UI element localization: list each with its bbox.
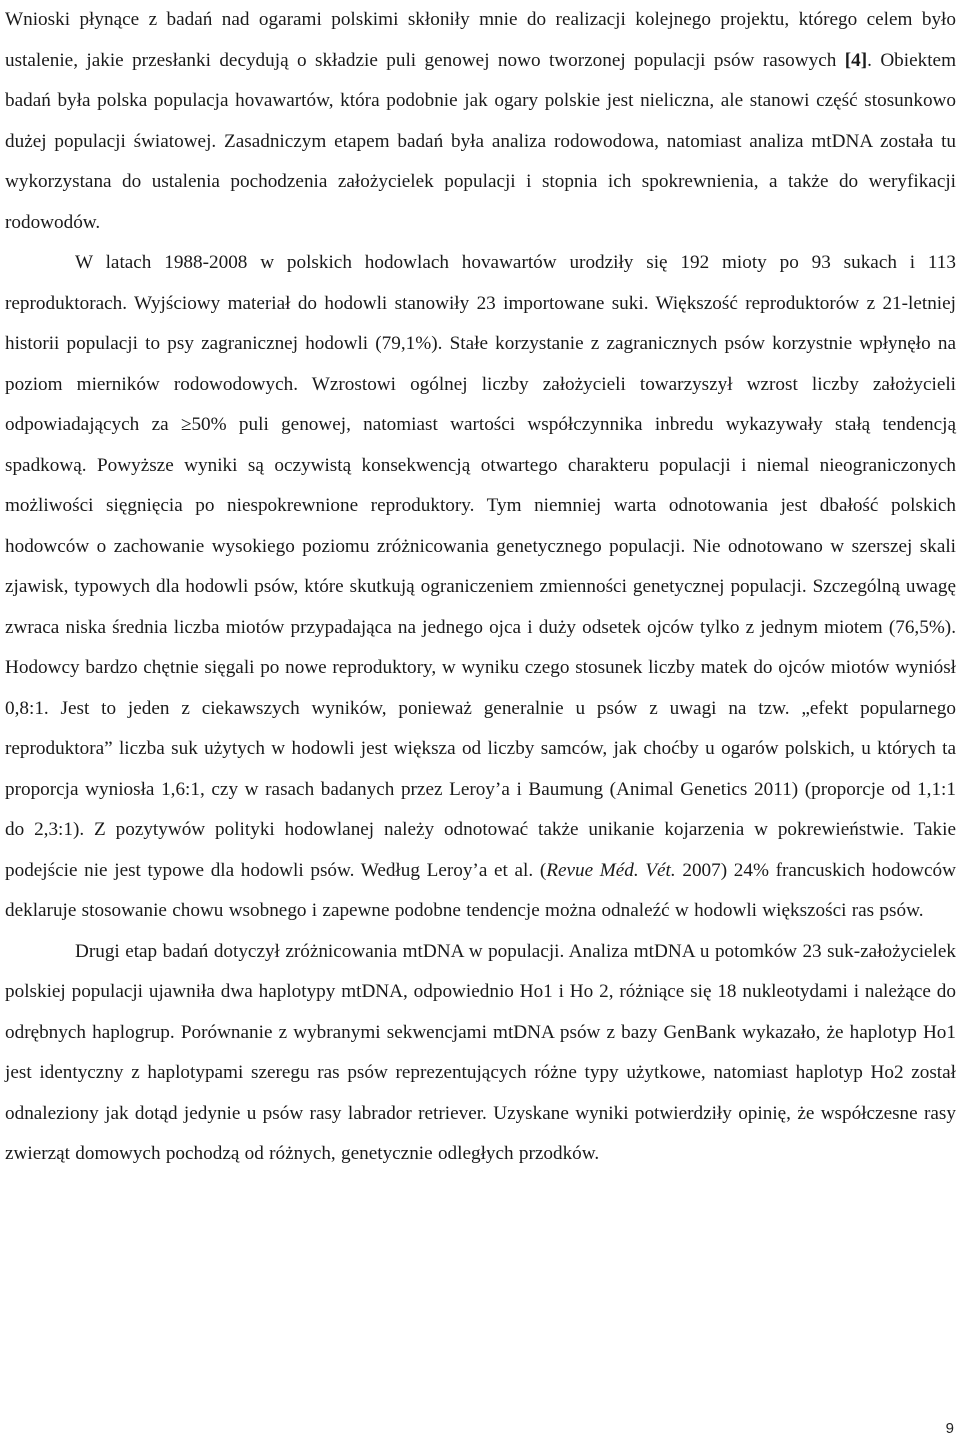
paragraph-3: [5, 932, 956, 1175]
citation-ref: [4]: [844, 49, 868, 71]
text-segment: Wnioski płynące z badań nad ogarami polskimi skłoniły mnie do realizacji kolejnego projektu, którego celem było ustalenie, jakie przesłanki decydują o składzie puli genowej nowo tworzonej populacji psów rasowych: [5, 9, 956, 71]
page-number: 9: [945, 1420, 954, 1437]
text-segment: Drugi etap badań dotyczył zróżnicowania mtDNA w populacji. Analiza mtDNA u potomków 23 suk-założycielek polskiej populacji ujawniła dwa haplotypy mtDNA, odpowiednio Ho1 i Ho 2, różniące się 18 nukleotydami i należące do odrębnych haplogrup. Porównanie z wybranymi sekwencjami mtDNA psów z bazy GenBank wykazało, że haplotyp Ho1 jest identyczny z haplotypami szeregu ras psów reprezentujących różne typy użytkowe, natomiast haplotyp Ho2 został odnaleziony jak dotąd jedynie u psów rasy labrador retriever. Uzyskane wyniki potwierdziły opinię, że współczesne rasy zwierząt domowych pochodzą od różnych, genetycznie odległych przodków.: [5, 940, 956, 1164]
document-body: [5, 0, 956, 1175]
text-segment: W latach 1988-2008 w polskich hodowlach hovawartów urodziły się 192 mioty po 93 sukach i 113 reproduktorach. Wyjściowy materiał do hodowli stanowiły 23 importowane suki. Większość reproduktorów z 21-letniej historii populacji to psy zagranicznej hodowli (79,1%). Stałe korzystanie z zagranicznych psów korzystnie wpłynęło na poziom mierników rodowodowych. Wzrostowi ogólnej liczby założycieli towarzyszył wzrost liczby założycieli odpowiadających za ≥50% puli genowej, natomiast wartości współczynnika inbredu wykazywały stałą tendencją spadkową. Powyższe wyniki są oczywistą konsekwencją otwartego charakteru populacji i niemal nieograniczonych możliwości sięgnięcia po niespokrewnione reproduktory. Tym niemniej warta odnotowania jest dbałość polskich hodowców o zachowanie wysokiego poziomu zróżnicowania genetycznego populacji. Nie odnotowano w szerszej skali zjawisk, typowych dla hodowli psów, które skutkują ograniczeniem zmienności genetycznej populacji. Szczególną uwagę zwraca niska średnia liczba miotów przypadająca na jednego ojca i duży odsetek ojców tylko z jednym miotem (76,5%). Hodowcy bardzo chętnie sięgali po nowe reproduktory, w wyniku czego stosunek liczby matek do ojców miotów wyniósł 0,8:1. Jest to jeden z ciekawszych wyników, ponieważ generalnie u psów z uwagi na tzw. „efekt popularnego reproduktora” liczba suk użytych w hodowli jest większa od liczby samców, jak choćby u ogarów polskich, u których ta proporcja wyniosła 1,6:1, czy w rasach badanych przez Leroy’a i Baumung (Animal Genetics 2011) (proporcje od 1,1:1 do 2,3:1). Z pozytywów polityki hodowlanej należy odnotować także unikanie kojarzenia w pokrewieństwie. Takie podejście nie jest typowe dla hodowli psów. Według Leroy’a et al. (: [5, 252, 956, 881]
journal-name: Revue Méd. Vét.: [546, 859, 676, 881]
paragraph-2: [5, 243, 956, 932]
text-segment: . Obiektem badań była polska populacja hovawartów, która podobnie jak ogary polskie jest nieliczna, ale stanowi część stosunkowo dużej populacji światowej. Zasadniczym etapem badań była analiza rodowodowa, natomiast analiza mtDNA została tu wykorzystana do ustalenia pochodzenia założycielek populacji i stopnia ich spokrewnienia, a także do weryfikacji rodowodów.: [5, 49, 956, 233]
paragraph-1: [5, 0, 956, 243]
text-segment: 2007) 24% francuskich hodowców deklaruje stosowanie chowu wsobnego i zapewne podobne tendencje można odnaleźć w hodowli większości ras psów.: [5, 859, 956, 921]
